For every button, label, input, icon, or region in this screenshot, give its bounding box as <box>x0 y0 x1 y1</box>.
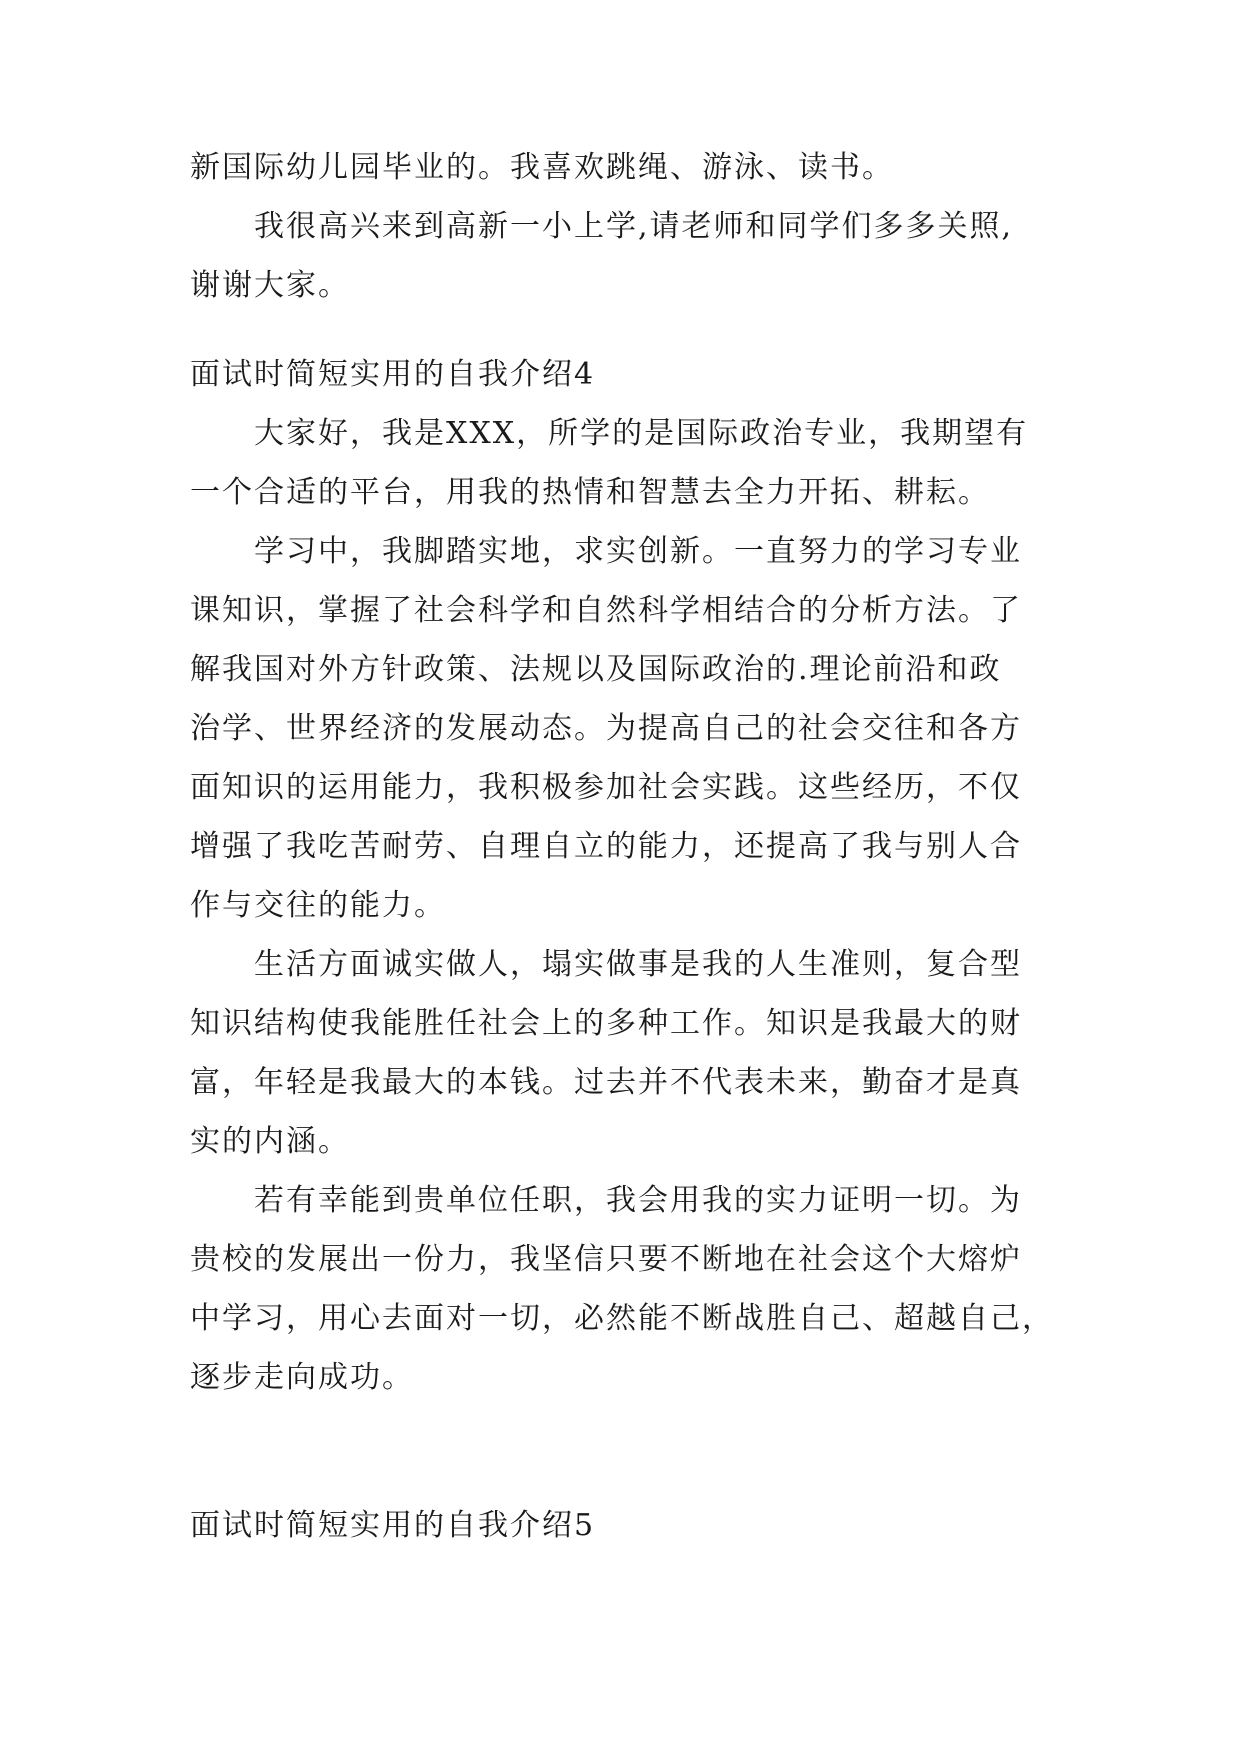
text-line: 贵校的发展出一份力，我坚信只要不断地在社会这个大熔炉 <box>190 1242 1022 1277</box>
section-4-body <box>190 404 1070 1407</box>
text-line: 若有幸能到贵单位任职，我会用我的实力证明一切。为 <box>254 1183 1022 1218</box>
text-line: 面知识的运用能力，我积极参加社会实践。这些经历，不仅 <box>190 770 1022 805</box>
section-heading-5 <box>190 1496 1070 1555</box>
text-line: 增强了我吃苦耐劳、自理自立的能力，还提高了我与别人合 <box>190 829 1022 864</box>
text-line: 我很高兴来到高新一小上学,请老师和同学们多多关照, <box>254 209 1014 244</box>
text-line: 作与交往的能力。 <box>190 888 446 923</box>
text-line: 一个合适的平台，用我的热情和智慧去全力开拓、耕耘。 <box>190 475 990 510</box>
section-title: 面试时简短实用的自我介绍5 <box>190 1508 596 1543</box>
text-line: 知识结构使我能胜任社会上的多种工作。知识是我最大的财 <box>190 1006 1022 1041</box>
text-line: 学习中，我脚踏实地，求实创新。一直努力的学习专业 <box>254 534 1022 569</box>
previous-section-text <box>190 138 1070 315</box>
section-heading-4 <box>190 345 1070 404</box>
section-title: 面试时简短实用的自我介绍4 <box>190 357 596 392</box>
text-line: 实的内涵。 <box>190 1124 350 1159</box>
text-line: 大家好，我是XXX，所学的是国际政治专业，我期望有 <box>254 416 1029 451</box>
text-line: 谢谢大家。 <box>190 268 350 303</box>
text-line: 解我国对外方针政策、法规以及国际政治的.理论前沿和政 <box>190 652 1002 687</box>
text-line: 逐步走向成功。 <box>190 1360 414 1395</box>
text-line: 课知识，掌握了社会科学和自然科学相结合的分析方法。了 <box>190 593 1022 628</box>
text-line: 生活方面诚实做人，塌实做事是我的人生准则，复合型 <box>254 947 1022 982</box>
text-line: 新国际幼儿园毕业的。我喜欢跳绳、游泳、读书。 <box>190 150 894 185</box>
text-line: 治学、世界经济的发展动态。为提高自己的社会交往和各方 <box>190 711 1022 746</box>
text-line: 中学习，用心去面对一切，必然能不断战胜自己、超越自己， <box>190 1301 1054 1336</box>
text-line: 富，年轻是我最大的本钱。过去并不代表未来，勤奋才是真 <box>190 1065 1022 1100</box>
